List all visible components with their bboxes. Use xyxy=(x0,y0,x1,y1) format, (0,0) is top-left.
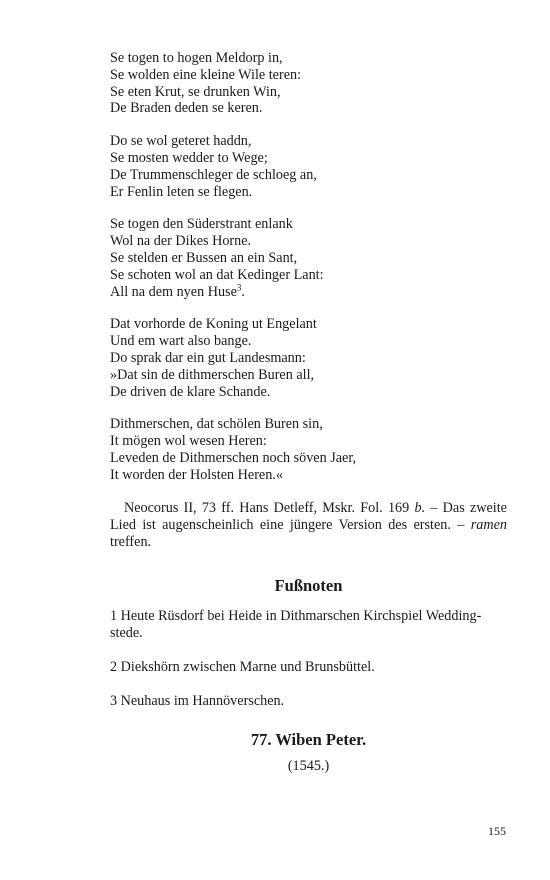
page-number: 155 xyxy=(488,824,506,838)
poem-stanza-3 xyxy=(110,216,507,300)
poem-stanza-2 xyxy=(110,133,507,200)
poem-line: De driven de klare Schande. xyxy=(110,383,271,400)
poem-line: Se eten Krut, se drunken Win, xyxy=(110,83,281,100)
poem-line: »Dat sin de dithmerschen Buren all, xyxy=(110,366,315,383)
source-note-italic: b. xyxy=(414,499,426,516)
footnote-ref-3[interactable]: 3 xyxy=(236,281,242,292)
poem-line: Se mosten wedder to Wege; xyxy=(110,149,268,166)
footnote-item-1: 1 Heute Rüsdorf bei Heide in Dithmarschen Kirchspiel Wedding-stede. xyxy=(110,607,482,641)
poem-line: Er Fenlin leten se flegen. xyxy=(110,183,253,200)
poem-line: Se schoten wol an dat Kedinger Lant: xyxy=(110,266,324,283)
poem-line: De Trummenschleger de schloeg an, xyxy=(110,166,317,183)
poem-line: Se togen den Süderstrant enlank xyxy=(110,216,293,233)
poem-stanza-5 xyxy=(110,416,507,483)
poem-line: Und em wart also bange. xyxy=(110,333,252,350)
poem-line: Wol na der Dikes Horne. xyxy=(110,233,252,250)
poem-line: It mögen wol wesen Heren: xyxy=(110,433,267,450)
poem-line-text: All na dem nyen Huse xyxy=(110,283,237,300)
poem-line: Do sprak dar ein gut Landesmann: xyxy=(110,349,306,366)
poem-line: Do se wol geteret haddn, xyxy=(110,133,252,150)
source-note-italic: ramen xyxy=(470,516,507,533)
poem-line-with-footnote xyxy=(110,281,507,301)
poem-line: Leveden de Dithmerschen noch söven Jaer, xyxy=(110,449,357,466)
poem-line-punct: . xyxy=(241,283,245,300)
footnote-item-2: 2 Diekshörn zwischen Marne und Brunsbüttel. xyxy=(110,658,375,675)
poem-line: It worden der Holsten Heren.« xyxy=(110,466,283,483)
poem-line: De Braden deden se keren. xyxy=(110,100,263,117)
poem-stanza-4 xyxy=(110,316,507,400)
chapter-year: (1545.) xyxy=(287,757,330,774)
chapter-title: 77. Wiben Peter. xyxy=(250,729,367,749)
footnote-item-3: 3 Neuhaus im Hannöverschen. xyxy=(110,692,285,709)
source-note-text: Neocorus II, 73 ff. Hans Detleff, Mskr. Fol. 169 xyxy=(124,499,415,516)
poem-line: Se stelden er Bussen an ein Sant, xyxy=(110,249,298,266)
poem-line: Se wolden eine kleine Wile teren: xyxy=(110,66,302,83)
poem-line: Dithmerschen, dat schölen Buren sin, xyxy=(110,416,323,433)
poem-line: Se togen to hogen Meldorp in, xyxy=(110,50,283,66)
poem-line: Dat vorhorde de Koning ut Engelant xyxy=(110,316,317,333)
footnotes-heading: Fußnoten xyxy=(274,575,343,595)
source-note xyxy=(110,500,507,551)
source-note-text: – Das zweite Lied ist augenscheinlich eine jüngere Version des ersten. – xyxy=(110,499,507,533)
page-body xyxy=(110,50,507,775)
poem-stanza-1 xyxy=(110,50,507,117)
source-note-text: treffen. xyxy=(110,533,152,550)
